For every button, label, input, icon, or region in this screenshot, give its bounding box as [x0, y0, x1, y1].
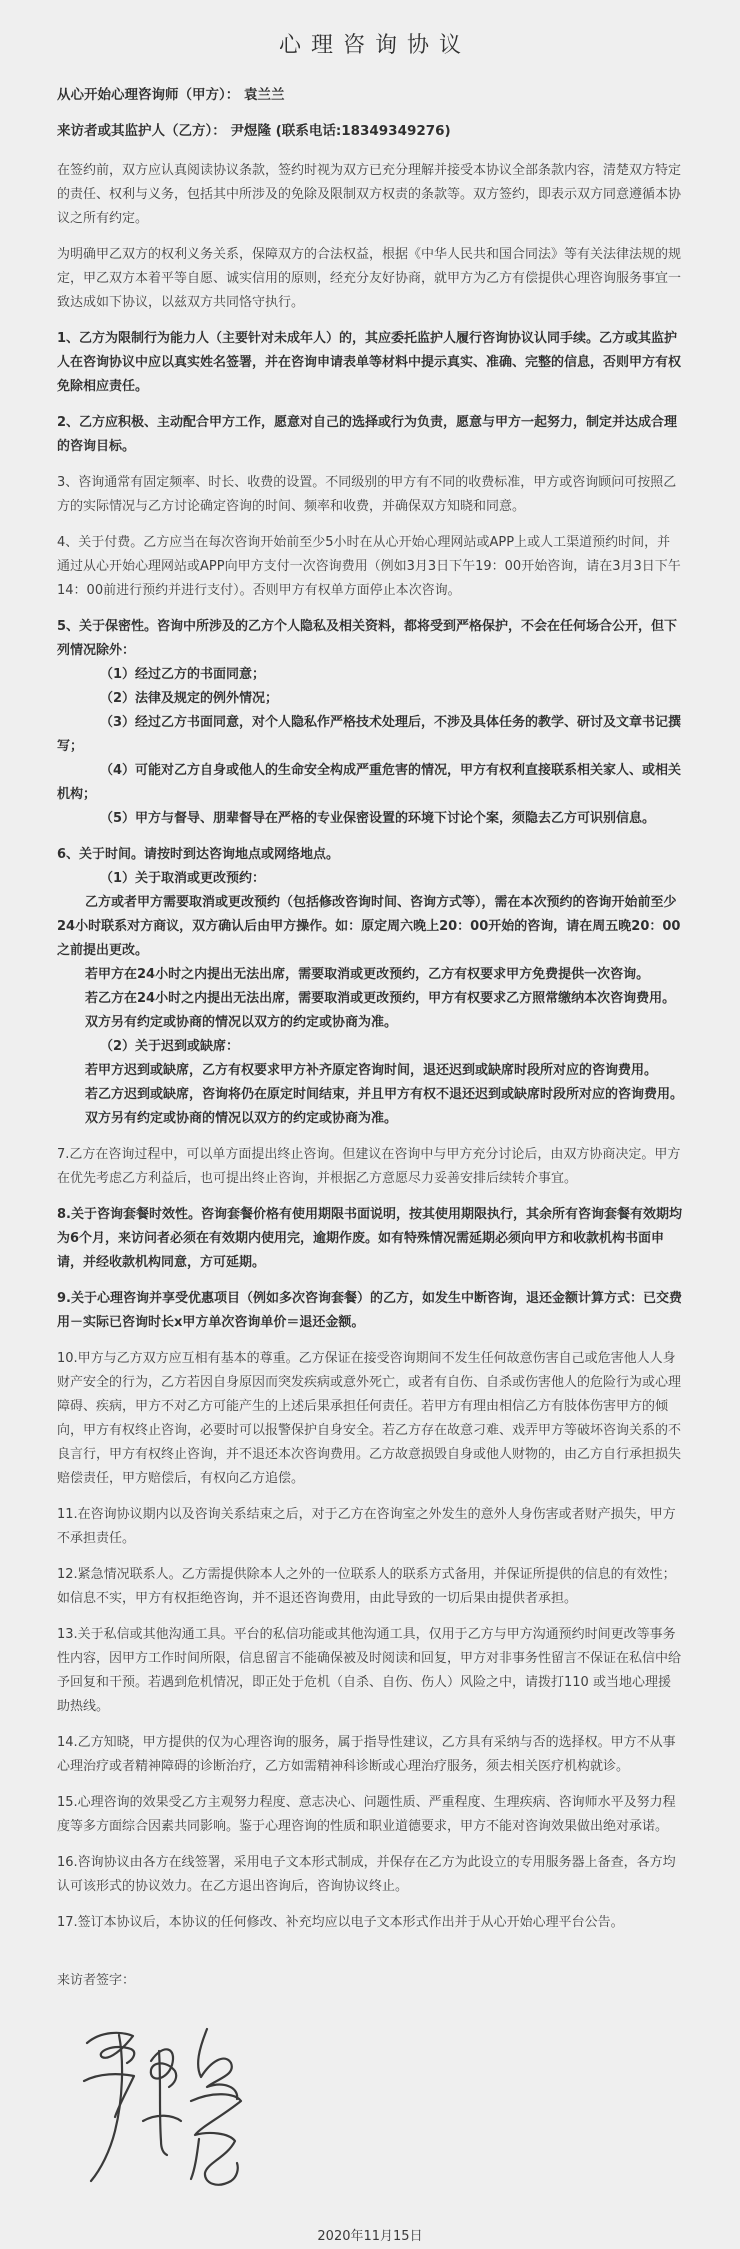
clause-6-sub1-item-4: 双方另有约定或协商的情况以双方的约定或协商为准。: [85, 1015, 398, 1030]
clause-5-head: 5、关于保密性。咨询中所涉及的乙方个人隐私及相关资料，都将受到严格保护，不会在任何场合公开，但下列情况除外：: [57, 619, 678, 658]
clause-5-item-1: （1）经过乙方的书面同意；: [100, 667, 266, 682]
party-a-line: 从心开始心理咨询师（甲方）： 袁兰兰: [57, 87, 285, 103]
clause-6-sub1-item-3: 若乙方在24小时之内提出无法出席，需要取消或更改预约，甲方有权要求乙方照常缴纳本次咨询费用。: [85, 991, 676, 1006]
clause-8: 8.关于咨询套餐时效性。咨询套餐价格有使用期限书面说明，按其使用期限执行，其余所有咨询套餐有效期均为6个月，来访问者必须在有效期内使用完，逾期作废。如有特殊情况需延期必须向甲方和收款机构书面申请，并经收款机构同意，方可延期。: [57, 1207, 682, 1270]
signature-scrawl: [79, 2021, 269, 2199]
clause-15: 15.心理咨询的效果受乙方主观努力程度、意志决心、问题性质、严重程度、生理疾病、咨询师水平及努力程度等多方面综合因素共同影响。鉴于心理咨询的性质和职业道德要求，甲方不能对咨询效果做出绝对承诺。: [57, 1795, 676, 1834]
clause-16: 16.咨询协议由各方在线签署，采用电子文本形式制成，并保存在乙方为此设立的专用服务器上备查，各方均认可该形式的协议效力。在乙方退出咨询后，咨询协议终止。: [57, 1855, 676, 1894]
clause-5-item-3: （3）经过乙方书面同意，对个人隐私作严格技术处理后，不涉及具体任务的教学、研讨及文章书记撰写；: [57, 715, 682, 754]
clause-6-sub1-item-1: 乙方或者甲方需要取消或更改预约（包括修改咨询时间、咨询方式等），需在本次预约的咨询开始前至少24小时联系对方商议，双方确认后由甲方操作。如：原定周六晚上20：00开始的咨询，请在周五晚20：00之前提出更改。: [57, 895, 681, 958]
clause-12: 12.紧急情况联系人。乙方需提供除本人之外的一位联系人的联系方式备用，并保证所提供的信息的有效性；如信息不实，甲方有权拒绝咨询，并不退还咨询费用，由此导致的一切后果由提供者承担。: [57, 1567, 676, 1606]
clause-6-head: 6、关于时间。请按时到达咨询地点或网络地点。: [57, 847, 340, 862]
agreement-date: 2020年11月15日: [317, 2229, 423, 2244]
clause-6-sub1-item-2: 若甲方在24小时之内提出无法出席，需要取消或更改预约，乙方有权要求甲方免费提供一次咨询。: [85, 967, 650, 982]
clause-10: 10.甲方与乙方双方应互相有基本的尊重。乙方保证在接受咨询期间不发生任何故意伤害自己或危害他人人身财产安全的行为，乙方若因自身原因而突发疾病或意外死亡，或者有自伤、自杀或伤害他人的危险行为或心理障碍、疾病，甲方不对乙方可能产生的上述后果承担任何责任。若甲方有理由相信乙方有肢体伤害甲方的倾向，甲方有权终止咨询，必要时可以报警保护自身安全。若乙方存在故意刁难、戏弄甲方等破坏咨询关系的不良言行，甲方有权终止咨询，并不退还本次咨询费用。乙方故意损毁自身或他人财物的，由乙方自行承担损失赔偿责任，甲方赔偿后，有权向乙方追偿。: [57, 1351, 682, 1486]
clause-2: 2、乙方应积极、主动配合甲方工作，愿意对自己的选择或行为负责，愿意与甲方一起努力，制定并达成合理的咨询目标。: [57, 415, 678, 454]
clause-17: 17.签订本协议后，本协议的任何修改、补充均应以电子文本形式作出并于从心开始心理平台公告。: [57, 1915, 624, 1930]
clause-5-item-2: （2）法律及规定的例外情况；: [100, 691, 279, 706]
clause-14: 14.乙方知晓，甲方提供的仅为心理咨询的服务，属于指导性建议，乙方具有采纳与否的选择权。甲方不从事心理治疗或者精神障碍的诊断治疗，乙方如需精神科诊断或心理治疗服务，须去相关医疗机构就诊。: [57, 1735, 676, 1774]
intro-paragraph-1: 在签约前，双方应认真阅读协议条款，签约时视为双方已充分理解并接受本协议全部条款内容，清楚双方特定的责任、权利与义务，包括其中所涉及的免除及限制双方权责的条款等。双方签约，即表示双方同意遵循本协议之所有约定。: [57, 163, 682, 226]
clause-1: 1、乙方为限制行为能力人（主要针对未成年人）的，其应委托监护人履行咨询协议认同手续。乙方或其监护人在咨询协议中应以真实姓名签署，并在咨询申请表单等材料中提示真实、准确、完整的信息，否则甲方有权免除相应责任。: [57, 331, 682, 394]
clause-5: [57, 615, 683, 831]
clause-6-sub2-item-1: 若甲方迟到或缺席，乙方有权要求甲方补齐原定咨询时间，退还迟到或缺席时段所对应的咨询费用。: [85, 1063, 658, 1078]
clause-6: [57, 843, 683, 1131]
clause-5-item-4: （4）可能对乙方自身或他人的生命安全构成严重危害的情况，甲方有权利直接联系相关家人、或相关机构；: [57, 763, 682, 802]
clause-6-sub2-head: （2）关于迟到或缺席：: [100, 1039, 240, 1054]
page-title: 心理咨询协议: [278, 33, 471, 58]
visitor-signature-label: 来访者签字：: [57, 1973, 136, 1988]
clause-6-sub2-item-2: 若乙方迟到或缺席，咨询将仍在原定时间结束，并且甲方有权不退还迟到或缺席时段所对应的咨询费用。: [85, 1087, 684, 1102]
clause-6-sub1-head: （1）关于取消或更改预约：: [100, 871, 266, 886]
clause-4: 4、关于付费。乙方应当在每次咨询开始前至少5小时在从心开始心理网站或APP上或人工渠道预约时间，并通过从心开始心理网站或APP向甲方支付一次咨询费用（例如3月3日下午19：00开始咨询，请在3月3日下午14：00前进行预约并进行支付）。否则甲方有权单方面停止本次咨询。: [57, 535, 681, 598]
clause-11: 11.在咨询协议期内以及咨询关系结束之后，对于乙方在咨询室之外发生的意外人身伤害或者财产损失，甲方不承担责任。: [57, 1507, 676, 1546]
clause-5-item-5: （5）甲方与督导、朋辈督导在严格的专业保密设置的环境下讨论个案，须隐去乙方可识别信息。: [100, 811, 656, 826]
clause-7: 7.乙方在咨询过程中，可以单方面提出终止咨询。但建议在咨询中与甲方充分讨论后，由双方协商决定。甲方在优先考虑乙方利益后，也可提出终止咨询，并根据乙方意愿尽力妥善安排后续转介事宜。: [57, 1147, 681, 1186]
clause-6-sub2-item-3: 双方另有约定或协商的情况以双方的约定或协商为准。: [85, 1111, 398, 1126]
intro-paragraph-2: 为明确甲乙双方的权利义务关系，保障双方的合法权益，根据《中华人民共和国合同法》等有关法律法规的规定，甲乙双方本着平等自愿、诚实信用的原则，经充分友好协商，就甲方为乙方有偿提供心理咨询服务事宜一致达成如下协议，以兹双方共同恪守执行。: [57, 247, 682, 310]
clause-9: 9.关于心理咨询并享受优惠项目（例如多次咨询套餐）的乙方，如发生中断咨询，退还金额计算方式：已交费用－实际已咨询时长x甲方单次咨询单价＝退还金额。: [57, 1291, 682, 1330]
clause-13: 13.关于私信或其他沟通工具。平台的私信功能或其他沟通工具，仅用于乙方与甲方沟通预约时间更改等事务性内容，因甲方工作时间所限，信息留言不能确保被及时阅读和回复，甲方对非事务性留言不保证在私信中给予回复和干预。若遇到危机情况，即正处于危机（自杀、自伤、伤人）风险之中，请拨打110 或当地心理援助热线。: [57, 1627, 682, 1714]
party-b-line: 来访者或其监护人（乙方）： 尹煜隆 (联系电话:18349349276): [57, 123, 451, 139]
clause-3: 3、咨询通常有固定频率、时长、收费的设置。不同级别的甲方有不同的收费标准，甲方或咨询顾问可按照乙方的实际情况与乙方讨论确定咨询的时间、频率和收费，并确保双方知晓和同意。: [57, 475, 677, 514]
